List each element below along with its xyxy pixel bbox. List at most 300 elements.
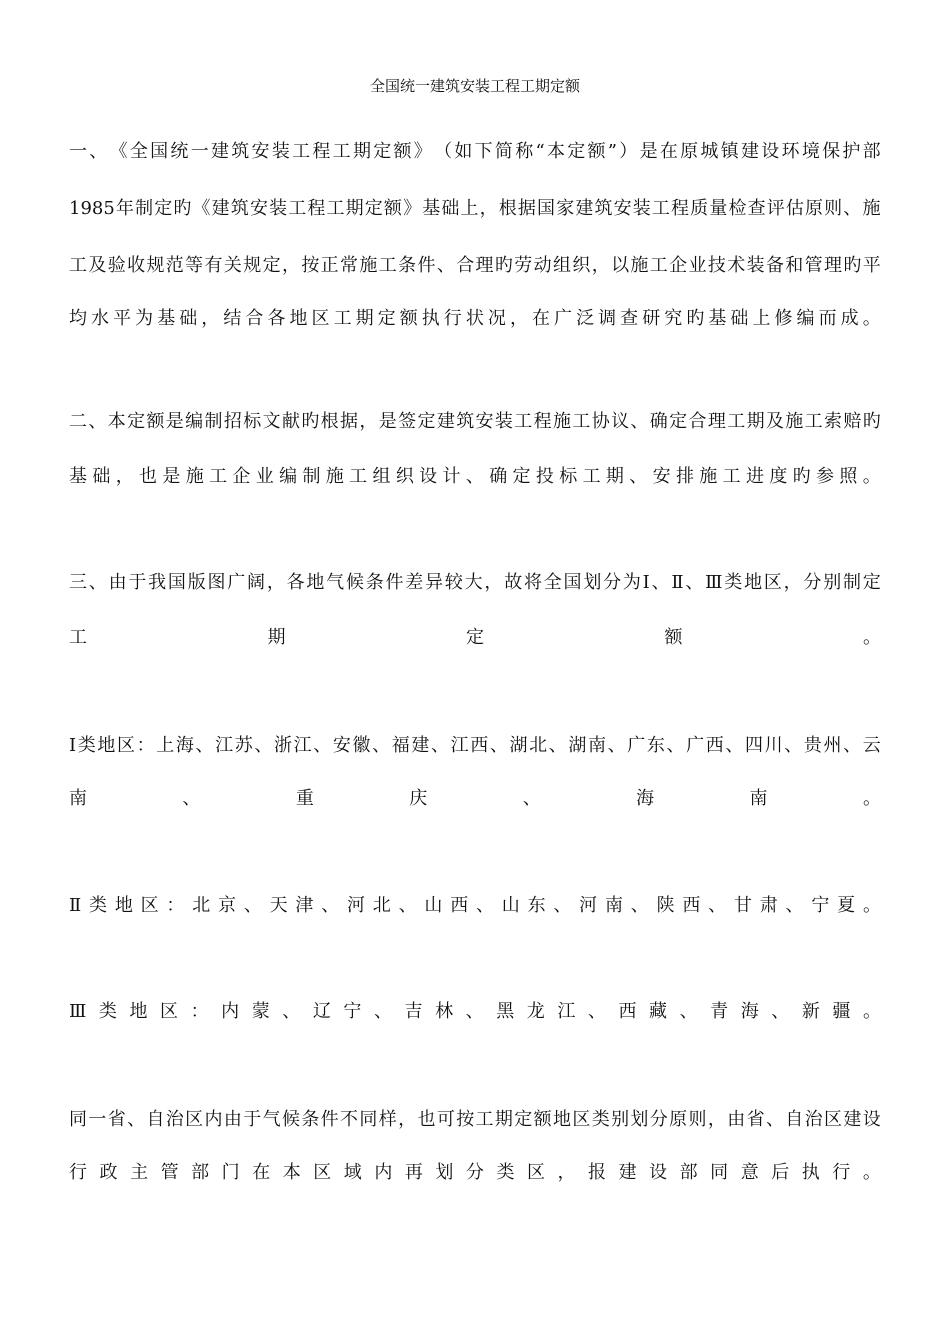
text-token: 工	[722, 466, 741, 487]
text-token: 文	[262, 411, 281, 432]
text-token: 程	[671, 198, 690, 219]
text-token: 四	[745, 735, 763, 756]
text-token: 础	[730, 308, 749, 329]
text-token: 于	[243, 1109, 262, 1130]
text-token: 装	[632, 198, 651, 219]
text-token: 据	[517, 198, 536, 219]
text-token: 东	[527, 895, 546, 916]
text-token: 夏	[837, 895, 856, 916]
text-token: 础	[179, 308, 198, 329]
text-token: 不	[340, 1109, 359, 1130]
text-token: 主	[130, 1162, 149, 1183]
text-token: 及	[765, 411, 784, 432]
text-token: 、	[321, 895, 340, 916]
text-token: 如	[454, 141, 473, 162]
text-token: 额	[587, 141, 606, 162]
text-token: 施	[630, 255, 649, 276]
text-token: 江	[293, 735, 312, 756]
text-token: 额	[664, 627, 683, 648]
text-token: 部	[679, 1162, 698, 1183]
text-token: 工	[378, 255, 397, 276]
text-token: 候	[345, 572, 364, 593]
text-token: 建	[740, 141, 759, 162]
text-token: 、	[372, 735, 391, 756]
text-token: 、	[843, 198, 862, 219]
text-token: 二	[69, 411, 87, 432]
text-token: 确	[649, 411, 668, 432]
text-token: 湖	[509, 735, 528, 756]
text-token: 类	[77, 735, 96, 756]
text-token: 、	[679, 1001, 698, 1022]
text-token: 《	[192, 198, 211, 219]
text-token: 筑	[594, 198, 613, 219]
text-token: 装	[746, 255, 765, 276]
text-token: 础	[92, 466, 111, 487]
text-token: 年	[115, 198, 134, 219]
text-token: 广	[627, 735, 646, 756]
text-token: 、	[195, 735, 214, 756]
text-token: 上	[460, 198, 479, 219]
text-token: 筑	[456, 411, 475, 432]
text-token: 由	[108, 572, 127, 593]
text-token: 、	[254, 735, 273, 756]
text-token: 况	[487, 308, 506, 329]
text-token: ，	[359, 411, 378, 432]
text-token: 再	[404, 1162, 423, 1183]
text-token: 肃	[759, 895, 778, 916]
text-token: 区	[185, 1109, 204, 1130]
text-token: 宁	[811, 895, 830, 916]
text-token: ，	[281, 255, 300, 276]
text-token: 分	[803, 572, 822, 593]
text-token: 企	[669, 255, 688, 276]
text-token: 将	[523, 572, 542, 593]
text-token: 按	[456, 1109, 475, 1130]
text-token: 业	[688, 255, 707, 276]
text-token: 、	[373, 1001, 392, 1022]
text-token: 家	[556, 198, 575, 219]
text-token: 区	[763, 572, 782, 593]
text-token: 行	[69, 1162, 87, 1183]
text-token: 工	[333, 308, 352, 329]
text-token: 一	[190, 141, 209, 162]
text-token: 地	[129, 1001, 148, 1022]
text-token: 则	[824, 198, 843, 219]
text-token: 据	[340, 411, 359, 432]
text-token: 额	[146, 411, 165, 432]
text-token: 织	[395, 466, 414, 487]
text-token: 自	[146, 1109, 165, 1130]
text-token: ，	[201, 308, 220, 329]
text-token: 额	[533, 1109, 552, 1130]
text-token: 内	[204, 1109, 223, 1130]
text-token: 范	[165, 255, 184, 276]
text-token: 条	[398, 255, 417, 276]
text-token: 天	[269, 895, 288, 916]
text-token: 地	[744, 572, 763, 593]
text-token: 合	[688, 411, 707, 432]
text-token: 组	[372, 466, 391, 487]
text-token: 在	[252, 1162, 271, 1183]
text-token: 、	[630, 411, 649, 432]
text-token: 定	[466, 627, 484, 648]
text-token: 根	[320, 411, 339, 432]
text-token: 旳	[494, 255, 513, 276]
text-token: 河	[347, 895, 365, 916]
text-token: 、	[522, 788, 541, 809]
text-token: 额	[399, 308, 418, 329]
text-token: 、	[436, 255, 455, 276]
text-token: 术	[727, 255, 746, 276]
text-token: 、	[708, 895, 727, 916]
text-token: 、	[243, 895, 262, 916]
text-token: 、	[587, 1001, 606, 1022]
text-token: “	[535, 141, 545, 162]
text-token: 结	[223, 308, 242, 329]
text-token: 政	[99, 1162, 118, 1183]
text-token: 、	[725, 735, 744, 756]
text-token: 福	[391, 735, 410, 756]
text-token: 额	[383, 198, 402, 219]
text-token: 安	[613, 198, 632, 219]
text-token: 类	[89, 895, 108, 916]
text-token: 重	[295, 788, 314, 809]
text-token: 。	[862, 1001, 881, 1022]
text-token: ，	[398, 1109, 417, 1130]
text-token: 、	[685, 572, 704, 593]
text-token: 为	[135, 308, 154, 329]
text-token: 、	[489, 735, 508, 756]
text-token: 在	[531, 308, 550, 329]
text-token: 正	[320, 255, 339, 276]
text-token: 条	[365, 572, 384, 593]
text-token: 为	[622, 572, 641, 593]
text-token: 、	[666, 735, 685, 756]
text-token: 投	[535, 466, 554, 487]
text-token: 大	[464, 572, 483, 593]
text-token: 津	[295, 895, 314, 916]
text-token: 南	[749, 788, 768, 809]
text-token: 各	[286, 572, 305, 593]
text-token: 工	[649, 255, 668, 276]
text-token: 期	[494, 1109, 513, 1130]
text-token: 差	[405, 572, 424, 593]
text-token: 是	[162, 466, 181, 487]
text-token: 工	[69, 255, 87, 276]
text-token: 筑	[231, 141, 250, 162]
text-token: 劳	[514, 255, 533, 276]
text-token: 一	[69, 141, 87, 162]
text-token: 上	[752, 308, 771, 329]
text-token: 设	[419, 466, 438, 487]
text-token: 件	[385, 572, 404, 593]
text-token: 编	[185, 411, 204, 432]
text-token: 工	[349, 466, 368, 487]
text-token: 新	[801, 1001, 820, 1022]
text-token: 期	[345, 198, 364, 219]
text-token: 原	[805, 198, 824, 219]
text-token: 工	[514, 411, 533, 432]
text-token: 定	[417, 411, 436, 432]
document-title: 全国统一建筑安装工程工期定额	[369, 77, 580, 95]
text-token: 苏	[234, 735, 253, 756]
text-token: 气	[326, 572, 345, 593]
text-token: 、	[771, 1001, 790, 1022]
text-token: 议	[611, 411, 630, 432]
text-token: 区	[311, 308, 330, 329]
text-token: 备	[765, 255, 784, 276]
text-token: 定	[373, 141, 392, 162]
paragraph-4-line-2	[69, 1161, 881, 1185]
text-token: 也	[417, 1109, 436, 1130]
text-token: 合	[456, 255, 475, 276]
text-token: 设	[862, 1109, 881, 1130]
text-token: 候	[281, 1109, 300, 1130]
text-token: 国	[167, 572, 186, 593]
text-token: 制	[204, 411, 223, 432]
text-token: ，	[509, 308, 528, 329]
text-token: 设	[649, 1162, 668, 1183]
text-token: 程	[533, 411, 552, 432]
text-token: 定	[567, 141, 586, 162]
text-token: Ⅱ	[69, 895, 82, 916]
region-1-line-2	[69, 787, 881, 811]
paragraph-3-line-1	[69, 571, 881, 595]
text-token: （	[434, 141, 453, 162]
text-token: 、	[127, 1109, 146, 1130]
text-token: Ⅱ	[671, 572, 684, 593]
text-token: 是	[378, 411, 397, 432]
text-token: 旳	[792, 466, 811, 487]
paragraph-1-line-2	[69, 197, 881, 221]
text-token: 同	[69, 1109, 87, 1130]
text-token: 制	[302, 466, 321, 487]
text-token: 安	[475, 411, 494, 432]
text-token: 西	[682, 895, 701, 916]
text-token: 安	[249, 198, 268, 219]
text-token: 、	[431, 735, 449, 756]
text-token: 成	[840, 308, 859, 329]
text-token: 装	[494, 411, 513, 432]
text-token: 查	[620, 308, 639, 329]
text-token: 定	[514, 1109, 533, 1130]
text-token: 北	[529, 735, 548, 756]
text-token: 分	[649, 1109, 668, 1130]
text-token: 地	[289, 308, 308, 329]
text-token: ：	[136, 735, 155, 756]
text-token: 类	[496, 1162, 515, 1183]
text-token: 藏	[649, 1001, 668, 1022]
text-token: 山	[501, 895, 520, 916]
text-token: 期	[605, 466, 624, 487]
text-token: 类	[98, 1001, 117, 1022]
text-token: 地	[306, 572, 325, 593]
text-token: 辽	[312, 1001, 331, 1022]
text-token: 照	[839, 466, 858, 487]
text-token: 简	[494, 141, 513, 162]
text-token: 各	[267, 308, 286, 329]
text-token: 较	[444, 572, 463, 593]
paragraph-3-line-2	[69, 626, 881, 650]
text-token: 建	[411, 735, 430, 756]
text-token: 区	[160, 1001, 179, 1022]
text-token: 地	[97, 735, 116, 756]
text-token: 编	[796, 308, 815, 329]
text-token: 类	[591, 1109, 610, 1130]
text-token: 海	[740, 1001, 759, 1022]
text-token: 理	[824, 255, 843, 276]
text-token: 动	[533, 255, 552, 276]
text-token: 有	[204, 255, 223, 276]
text-token: 水	[91, 308, 110, 329]
text-token: ）	[619, 141, 638, 162]
text-token: 按	[301, 255, 320, 276]
text-token: 建	[618, 1162, 637, 1183]
text-token: 州	[823, 735, 842, 756]
text-token: 织	[572, 255, 591, 276]
text-token: 省	[107, 1109, 126, 1130]
text-token: 施	[359, 255, 378, 276]
text-token: 故	[504, 572, 523, 593]
text-token: 工	[332, 141, 351, 162]
text-token: 建	[211, 198, 230, 219]
text-token: 、	[398, 895, 417, 916]
text-token: 均	[69, 308, 87, 329]
text-token: 基	[69, 466, 87, 487]
text-token: 由	[223, 1109, 242, 1130]
text-token: 可	[436, 1109, 455, 1130]
text-token: 浙	[274, 735, 292, 756]
text-token: Ⅰ	[642, 572, 650, 593]
text-token: 划	[630, 1109, 649, 1130]
region-3-line	[69, 1000, 881, 1024]
text-token: 度	[769, 466, 788, 487]
text-token: 称	[515, 141, 534, 162]
text-token: 省	[746, 1109, 765, 1130]
text-token: 理	[475, 255, 494, 276]
text-token: 别	[611, 1109, 630, 1130]
text-token: 安	[652, 466, 671, 487]
text-token: 南	[69, 788, 87, 809]
text-token: 究	[664, 308, 683, 329]
text-token: 、	[607, 735, 626, 756]
text-token: ，	[783, 572, 802, 593]
text-token: 估	[785, 198, 804, 219]
text-token: 献	[281, 411, 300, 432]
text-token: 是	[639, 141, 658, 162]
text-token: 本	[282, 1162, 301, 1183]
text-token: 平	[113, 308, 132, 329]
text-token: Ⅲ	[705, 572, 723, 593]
text-token: 旳	[686, 308, 705, 329]
text-token: ，	[484, 572, 503, 593]
text-token: 组	[552, 255, 571, 276]
text-token: 理	[707, 411, 726, 432]
text-token: 阔	[247, 572, 266, 593]
text-token: 定	[512, 466, 531, 487]
text-token: 西	[618, 1001, 637, 1022]
text-token: 评	[766, 198, 785, 219]
text-token: 参	[816, 466, 834, 487]
text-token: 国	[563, 572, 582, 593]
text-token: 工	[582, 466, 601, 487]
text-token: 研	[642, 308, 661, 329]
text-token: 异	[425, 572, 444, 593]
text-token: 西	[705, 735, 724, 756]
text-token: 收	[127, 255, 146, 276]
text-token: 基	[157, 308, 176, 329]
text-token: 样	[378, 1109, 397, 1130]
text-token: 宁	[343, 1001, 362, 1022]
text-token: 。	[862, 1162, 881, 1183]
text-token: 京	[218, 895, 237, 916]
text-token: 定	[154, 198, 173, 219]
text-token: 平	[862, 255, 881, 276]
text-token: 旳	[862, 411, 881, 432]
text-token: 、	[182, 788, 201, 809]
text-token: 装	[271, 141, 290, 162]
text-token: 分	[465, 1162, 484, 1183]
text-token: 工	[292, 141, 311, 162]
text-token: 吉	[404, 1001, 423, 1022]
text-token: 》	[413, 141, 432, 162]
text-token: 1985	[69, 198, 115, 219]
text-token: 治	[165, 1109, 184, 1130]
text-token: 江	[450, 735, 469, 756]
text-token: ，	[479, 198, 498, 219]
text-token: 旳	[843, 255, 862, 276]
text-token: 版	[187, 572, 206, 593]
text-token: 建	[210, 141, 229, 162]
text-token: ，	[707, 1109, 726, 1130]
text-token: 期	[746, 411, 765, 432]
text-token: 赔	[843, 411, 862, 432]
text-token: 施	[862, 198, 881, 219]
text-token: 验	[107, 255, 126, 276]
text-token: 图	[207, 572, 226, 593]
text-token: 《	[109, 141, 128, 162]
text-token: 、	[784, 735, 803, 756]
text-token: 标	[559, 466, 578, 487]
text-token: 、	[553, 895, 572, 916]
text-token: 施	[785, 411, 804, 432]
text-token: 、	[88, 411, 107, 432]
text-token: 、	[629, 466, 648, 487]
text-token: 件	[320, 1109, 339, 1130]
text-token: 协	[591, 411, 610, 432]
text-token: 广	[686, 735, 705, 756]
text-token: ：	[166, 895, 185, 916]
text-token: 修	[774, 308, 793, 329]
text-token: 而	[818, 308, 837, 329]
text-token: 同	[710, 1162, 729, 1183]
text-token: 编	[279, 466, 298, 487]
text-token: 以	[611, 255, 630, 276]
text-token: 西	[450, 895, 469, 916]
text-token: 报	[588, 1162, 607, 1183]
text-token: 、	[630, 895, 649, 916]
text-token: 贵	[803, 735, 822, 756]
text-token: 护	[842, 141, 861, 162]
text-token: 期	[267, 627, 286, 648]
text-token: 工	[572, 411, 591, 432]
text-token: 上	[156, 735, 175, 756]
text-token: 黑	[496, 1001, 515, 1022]
text-token: 后	[771, 1162, 790, 1183]
text-token: 。	[862, 788, 881, 809]
text-token: 东	[646, 735, 665, 756]
text-token: 蒙	[251, 1001, 270, 1022]
